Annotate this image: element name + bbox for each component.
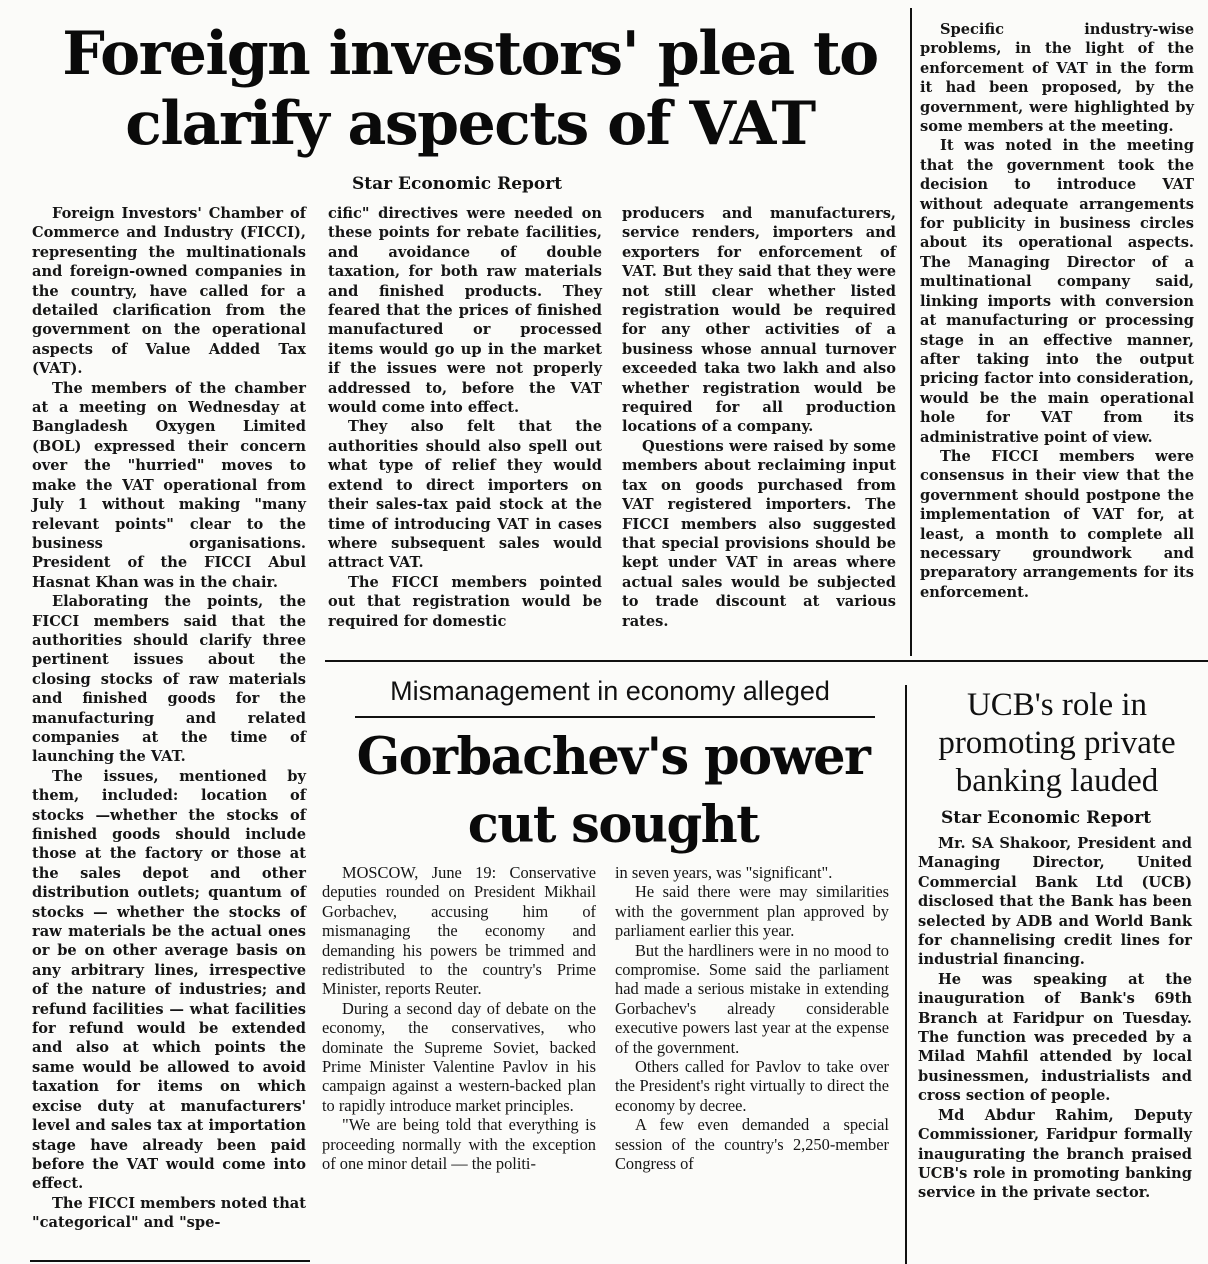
ucb-column-divider xyxy=(905,685,907,1264)
gorbachev-col1-paragraph: During a second day of debate on the economy, the conservatives, who dominate the Supreme Soviet, backed Prime Minister Valentine Pavlov in his campaign against a western-backed plan to rapidly introduce market principles. xyxy=(322,998,596,1115)
gorbachev-col2-paragraph: A few even demanded a special session of the country's 2,250-member Congress of xyxy=(615,1115,889,1174)
vat-col3-paragraph: Questions were raised by some members about reclaiming input tax on goods purchased from VAT registered importers. The FICCI members also suggested that special provisions should be kept under VAT in areas where actual sales would be subjected to trade discount at various rates. xyxy=(622,437,896,630)
vat-col1-paragraph: Foreign Investors' Chamber of Commerce and Industry (FICCI), representing the multinationals and foreign-owned companies in the country, have called for a detailed clarification from the government on the operational aspects of Value Added Tax (VAT). xyxy=(32,205,306,378)
vat-headline-line2: clarify aspects of VAT xyxy=(125,89,815,159)
ucb-byline: Star Economic Report xyxy=(941,808,1152,828)
ucb-paragraph: Md Abdur Rahim, Deputy Commissioner, Faridpur formally inaugurating the branch praised UCB's role in promoting banking service in the private sector. xyxy=(918,1106,1192,1202)
section-divider-rule xyxy=(325,660,1208,662)
gorbachev-col2-paragraph: Others called for Pavlov to take over the President's right virtually to direct the economy by decree. xyxy=(615,1057,889,1115)
gorbachev-kicker: Mismanagement in economy alleged xyxy=(390,676,830,706)
vat-col2-paragraph: cific" directives were needed on these points for rebate facilities, and avoidance of double taxation, for both raw materials and finished products. They feared that the prices of finished manufactured or processed items would go up in the market if the issues were not properly addressed to, before the VAT would come into effect. xyxy=(328,205,602,417)
gorbachev-headline-line2: cut sought xyxy=(467,795,759,855)
vat-col1-paragraph: Elaborating the points, the FICCI members said that the authorities should clarify three pertinent issues about the closing stocks of raw materials and finished goods for the manufacturing and related companies at the time of launching the VAT. xyxy=(32,593,306,766)
ucb-headline-line3: banking lauded xyxy=(955,763,1159,799)
vat-col2-paragraph: They also felt that the authorities should also spell out what type of relief they would extend to direct importers on their sales-tax paid stock at the time of introducing VAT in cases where subsequent sales would attract VAT. xyxy=(328,418,602,572)
vat-col1-paragraph: The FICCI members noted that "categorical" and "spe- xyxy=(32,1194,307,1232)
vat-col2-paragraph: The FICCI members pointed out that registration would be required for domestic xyxy=(328,573,602,630)
ucb-column xyxy=(918,834,1192,1203)
ucb-paragraph: He was speaking at the inauguration of Bank's 69th Branch at Faridpur on Tuesday. The function was preceded by a Milad Mahfil attended by local businessmen, industrialists and cross section of people. xyxy=(918,970,1192,1105)
gorbachev-col2-paragraph: But the hardliners were in no mood to compromise. Some said the parliament had made a serious mistake in extending Gorbachev's already considerable executive powers last year at the expense of the government. xyxy=(615,940,889,1057)
vat-col4-paragraph: The FICCI members were consensus in their view that the government should postpone the implementation of VAT for, at least, a month to complete all necessary groundwork and preparatory arrangements for its enforcement. xyxy=(920,447,1194,601)
gorbachev-column-2 xyxy=(615,863,889,1174)
bottom-rule xyxy=(30,1260,310,1262)
vat-col1-paragraph: The members of the chamber at a meeting on Wednesday at Bangladesh Oxygen Limited (BOL) expressed their concern over the "hurried" moves to make the VAT operational from July 1 without making "many relevant points" clear to the business organisations. President of the FICCI Abul Hasnat Khan was in the chair. xyxy=(32,379,306,591)
vat-column-divider xyxy=(910,8,912,656)
gorbachev-column-1 xyxy=(322,863,596,1174)
vat-column-4 xyxy=(920,20,1194,602)
vat-column-1 xyxy=(32,204,306,1233)
gorbachev-col2-paragraph: in seven years, was "significant". xyxy=(615,863,833,882)
gorbachev-col2-paragraph: He said there were may similarities with the government plan approved by parliament earlier this year. xyxy=(615,882,889,941)
vat-headline-line1: Foreign investors' plea to xyxy=(62,19,878,89)
gorbachev-headline-line1: Gorbachev's power xyxy=(356,727,870,787)
ucb-paragraph: Mr. SA Shakoor, President and Managing Director, United Commercial Bank Ltd (UCB) disclosed that the Bank has been selected by ADB and World Bank for channelising credit lines for industrial financing. xyxy=(918,835,1192,969)
vat-column-2 xyxy=(328,204,602,631)
vat-col1-paragraph: The issues, mentioned by them, included: location of stocks —whether the stocks of finished goods should include those at the factory or those at the sales depot and other distribution outlets; quantum of stocks — whether the stocks of raw materials be the actual ones or be on other average basis on any arbitrary lines, irrespective of the nature of industries; and refund facilities — what facilities for refund would be extended and also at which points the same would be allowed to avoid taxation for items on which excise duty at manufacturers' level and sales tax at importation stage have already been paid before the VAT would come into effect. xyxy=(32,767,306,1193)
vat-byline: Star Economic Report xyxy=(352,174,563,194)
vat-col4-paragraph: It was noted in the meeting that the government took the decision to introduce VAT without adequate arrangements for publicity in business circles about its operational aspects. The Managing Director of a multinational company said, linking imports with conversion at manufacturing or processing stage in an effective manner, after taking into the output pricing factor into consideration, would be the main operational hole for VAT from its administrative point of view. xyxy=(920,137,1194,446)
ucb-headline-line2: promoting private xyxy=(938,725,1176,761)
vat-col3-paragraph: producers and manufacturers, service renders, importers and exporters for enforcement of VAT. But they said that they were not still clear whether listed registration would be required for any other activities of a business whose annual turnover exceeded taka two lakh and also whether registration would be required for all production locations of a company. xyxy=(622,205,896,436)
gorbachev-col1-paragraph: "We are being told that everything is proceeding normally with the exception of one minor detail — the politi- xyxy=(322,1115,596,1174)
ucb-headline-line1: UCB's role in xyxy=(966,687,1148,723)
vat-column-3 xyxy=(622,204,896,631)
vat-col4-paragraph: Specific industry-wise problems, in the light of the enforcement of VAT in the form it had been proposed, by the government, were highlighted by some members at the meeting. xyxy=(920,21,1194,136)
kicker-underline xyxy=(355,716,875,718)
gorbachev-col1-paragraph: MOSCOW, June 19: Conservative deputies rounded on President Mikhail Gorbachev, accusing him of mismanaging the economy and demanding his powers be trimmed and redistributed to the country's Prime Minister, reports Reuter. xyxy=(322,863,596,999)
